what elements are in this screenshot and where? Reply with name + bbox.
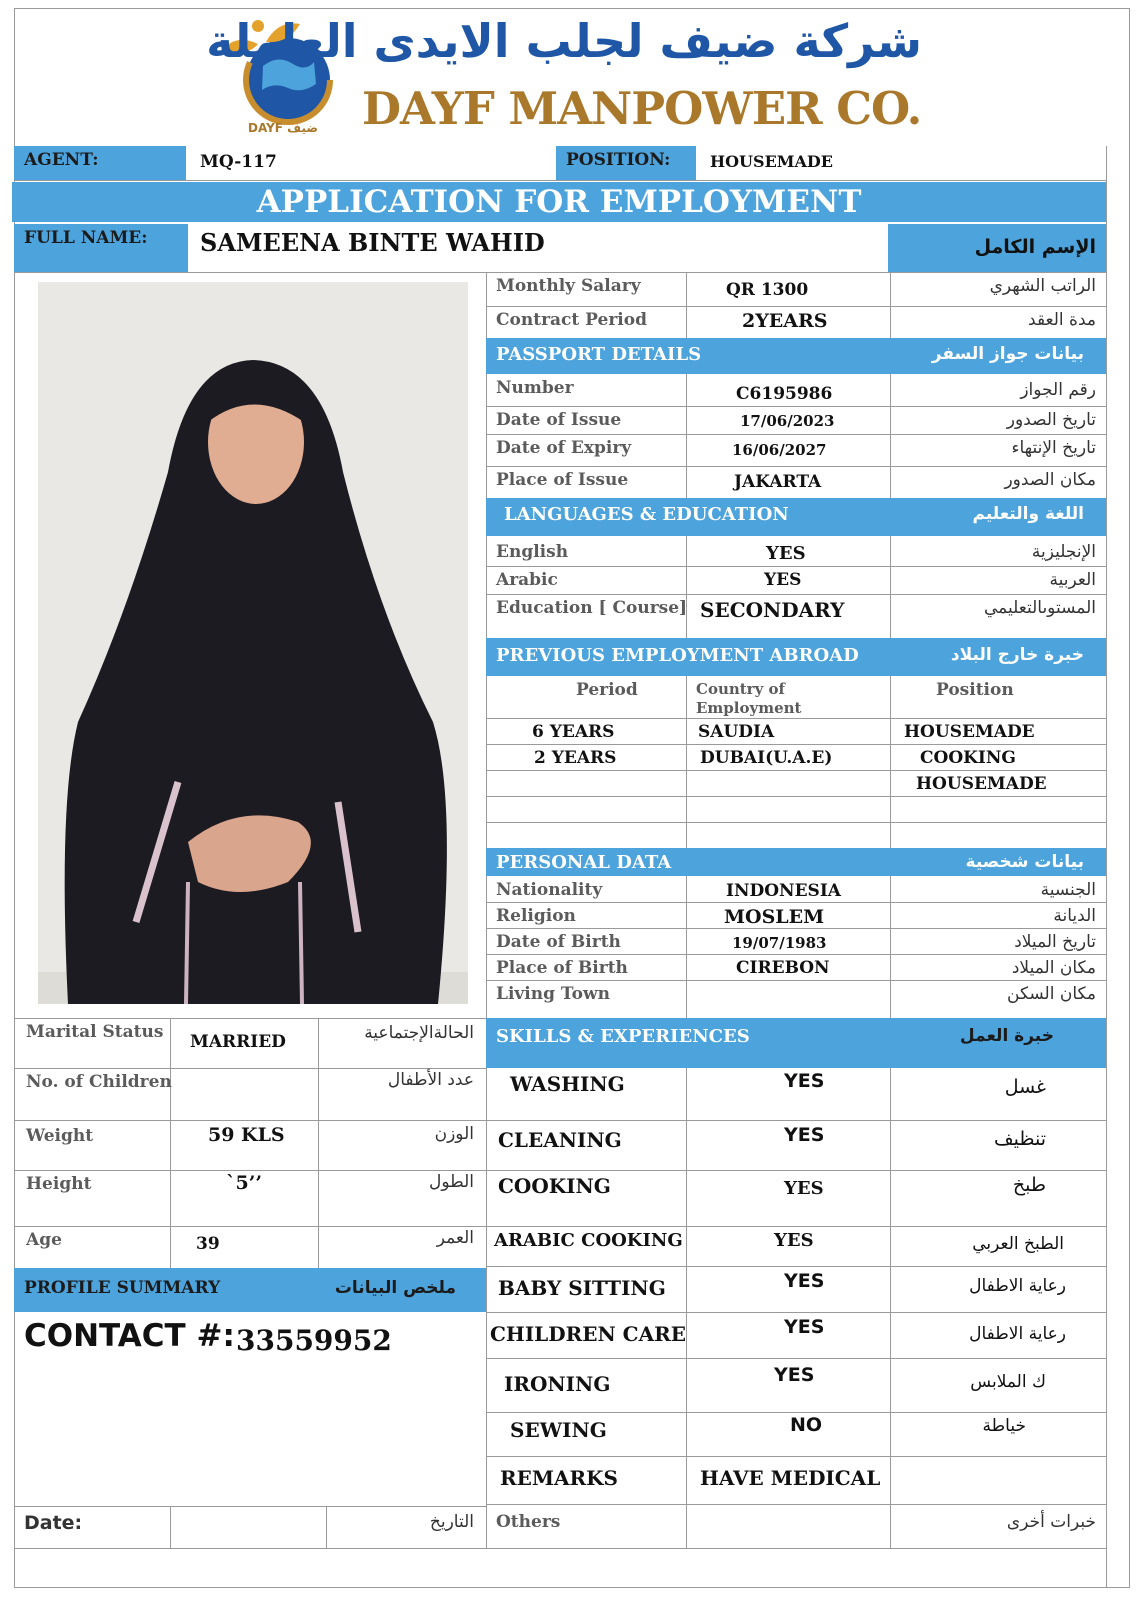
date-label-ar: التاريخ bbox=[429, 1512, 474, 1532]
profile-title-ar: ملخص البيانات bbox=[334, 1278, 456, 1298]
company-name-english: DAYF MANPOWER CO. bbox=[362, 82, 922, 135]
arabic-value: YES bbox=[764, 570, 802, 590]
arabic-label: Arabic bbox=[496, 570, 558, 590]
weight-label-ar: الوزن bbox=[434, 1124, 474, 1144]
marital-value: MARRIED bbox=[190, 1032, 286, 1052]
applicant-photo bbox=[38, 282, 468, 1004]
weight-label: Weight bbox=[26, 1126, 94, 1146]
others-label-ar: خبرات أخرى bbox=[1006, 1512, 1096, 1532]
english-label: English bbox=[496, 542, 569, 562]
contact-value: 33559952 bbox=[236, 1324, 392, 1357]
skill-ironing-value: YES bbox=[774, 1364, 815, 1386]
languages-title: LANGUAGES & EDUCATION bbox=[504, 504, 789, 525]
passport-number-label: Number bbox=[496, 378, 574, 398]
contract-label-ar: مدة العقد bbox=[1028, 310, 1096, 330]
salary-label-ar: الراتب الشهري bbox=[989, 276, 1096, 296]
form-title: APPLICATION FOR EMPLOYMENT bbox=[256, 184, 862, 220]
employment-row-2-position: COOKING bbox=[920, 748, 1016, 768]
skill-ironing-label: IRONING bbox=[504, 1372, 611, 1396]
employment-title-ar: خبرة خارج البلاد bbox=[950, 645, 1084, 665]
remarks-label: REMARKS bbox=[500, 1466, 618, 1490]
profile-title: PROFILE SUMMARY bbox=[24, 1278, 221, 1298]
age-value: 39 bbox=[196, 1234, 220, 1254]
religion-label: Religion bbox=[496, 906, 576, 926]
skills-title-ar: خبرة العمل bbox=[959, 1026, 1054, 1046]
education-value: SECONDARY bbox=[700, 598, 845, 622]
skill-baby-sitting-label: BABY SITTING bbox=[498, 1276, 666, 1300]
skill-baby-sitting-value: YES bbox=[784, 1270, 825, 1292]
nationality-label: Nationality bbox=[496, 880, 603, 900]
company-name-arabic: شركة ضيف لجلب الايدى العاملة bbox=[206, 14, 922, 68]
salary-value: QR 1300 bbox=[726, 280, 809, 300]
agent-value: MQ-117 bbox=[200, 152, 277, 172]
place-of-issue-label: Place of Issue bbox=[496, 470, 629, 490]
svg-text:DAYF ضيف: DAYF ضيف bbox=[248, 121, 318, 135]
nationality-value: INDONESIA bbox=[726, 881, 841, 901]
employment-row-1-period: 6 YEARS bbox=[532, 722, 615, 742]
skill-cleaning-value: YES bbox=[784, 1124, 825, 1146]
skill-arabic-cooking-value: YES bbox=[774, 1230, 814, 1251]
skill-washing-label: WASHING bbox=[510, 1072, 625, 1096]
employment-row-3-position: HOUSEMADE bbox=[916, 774, 1047, 794]
dob-label-ar: تاريخ الميلاد bbox=[1014, 932, 1096, 952]
employment-row-2-period: 2 YEARS bbox=[534, 748, 617, 768]
pob-value: CIREBON bbox=[736, 958, 830, 978]
skill-cleaning-label: CLEANING bbox=[498, 1128, 622, 1152]
place-of-issue-label-ar: مكان الصدور bbox=[1004, 470, 1096, 490]
dob-label: Date of Birth bbox=[496, 932, 621, 952]
education-label: Education [ Course] bbox=[496, 598, 688, 618]
personal-title-ar: بيانات شخصية bbox=[965, 852, 1084, 872]
skill-cleaning-label-ar: تنظيف bbox=[993, 1128, 1046, 1150]
employment-col-country: Country of Employment bbox=[696, 680, 802, 717]
full-name-label-ar: الإسم الكامل bbox=[974, 236, 1096, 258]
issue-date-label: Date of Issue bbox=[496, 410, 622, 430]
skill-washing-label-ar: غسل bbox=[1004, 1076, 1046, 1098]
height-label: Height bbox=[26, 1174, 92, 1194]
passport-title-ar: بيانات جواز السفر bbox=[931, 344, 1084, 364]
employment-col-period: Period bbox=[576, 680, 638, 700]
employment-row-1-country: SAUDIA bbox=[698, 722, 775, 742]
skill-sewing-value: NO bbox=[790, 1414, 823, 1436]
pob-label-ar: مكان الميلاد bbox=[1011, 958, 1096, 978]
skill-sewing-label: SEWING bbox=[510, 1418, 607, 1442]
employment-col-position: Position bbox=[936, 680, 1014, 700]
skill-arabic-cooking-label-ar: الطبخ العربي bbox=[972, 1234, 1064, 1254]
living-town-label: Living Town bbox=[496, 984, 610, 1004]
skill-cooking-value: YES bbox=[784, 1178, 824, 1199]
age-label-ar: العمر bbox=[436, 1228, 474, 1248]
skill-ironing-label-ar: ك الملابس bbox=[970, 1372, 1046, 1392]
employment-title: PREVIOUS EMPLOYMENT ABROAD bbox=[496, 645, 859, 666]
remarks-value: HAVE MEDICAL bbox=[700, 1466, 881, 1490]
agent-label: AGENT: bbox=[24, 150, 99, 170]
issue-date-value: 17/06/2023 bbox=[740, 412, 835, 430]
full-name-label: FULL NAME: bbox=[24, 228, 148, 248]
position-value: HOUSEMADE bbox=[710, 152, 833, 171]
english-value: YES bbox=[766, 543, 806, 564]
skill-sewing-label-ar: خياطة bbox=[982, 1416, 1026, 1436]
passport-number-value: C6195986 bbox=[736, 384, 833, 404]
education-label-ar: المستوىالتعليمي bbox=[984, 598, 1096, 618]
employment-row-2-country: DUBAI(U.A.E) bbox=[700, 748, 833, 768]
height-value: `5’’ bbox=[226, 1172, 262, 1194]
skill-children-care-value: YES bbox=[784, 1316, 825, 1338]
skill-washing-value: YES bbox=[784, 1070, 825, 1092]
skill-cooking-label: COOKING bbox=[498, 1174, 611, 1198]
children-label-ar: عدد الأطفال bbox=[387, 1070, 474, 1090]
contract-label: Contract Period bbox=[496, 310, 647, 330]
age-label: Age bbox=[26, 1230, 62, 1250]
date-label: Date: bbox=[24, 1512, 83, 1534]
weight-value: 59 KLS bbox=[208, 1124, 285, 1146]
skills-title: SKILLS & EXPERIENCES bbox=[496, 1026, 750, 1047]
position-label: POSITION: bbox=[566, 150, 671, 170]
contract-value: 2YEARS bbox=[742, 310, 828, 332]
personal-title: PERSONAL DATA bbox=[496, 852, 672, 873]
marital-label-ar: الحالةالإجتماعية bbox=[364, 1023, 474, 1043]
height-label-ar: الطول bbox=[429, 1172, 474, 1192]
employment-row-1-position: HOUSEMADE bbox=[904, 722, 1035, 742]
skill-baby-sitting-label-ar: رعاية الاطفال bbox=[969, 1276, 1066, 1296]
expiry-date-label: Date of Expiry bbox=[496, 438, 632, 458]
skill-arabic-cooking-label: ARABIC COOKING bbox=[494, 1230, 683, 1251]
languages-title-ar: اللغة والتعليم bbox=[972, 504, 1084, 524]
place-of-issue-value: JAKARTA bbox=[734, 472, 822, 492]
dob-value: 19/07/1983 bbox=[732, 934, 827, 952]
children-label: No. of Children bbox=[26, 1072, 172, 1092]
religion-value: MOSLEM bbox=[724, 906, 825, 928]
nationality-label-ar: الجنسية bbox=[1040, 880, 1096, 900]
english-label-ar: الإنجليزية bbox=[1031, 542, 1096, 562]
full-name-value: SAMEENA BINTE WAHID bbox=[200, 228, 545, 257]
passport-title: PASSPORT DETAILS bbox=[496, 344, 702, 365]
passport-number-label-ar: رقم الجواز bbox=[1020, 380, 1096, 400]
skill-cooking-label-ar: طبخ bbox=[1012, 1174, 1046, 1196]
religion-label-ar: الديانة bbox=[1053, 906, 1096, 926]
marital-label: Marital Status bbox=[26, 1022, 164, 1042]
others-label: Others bbox=[496, 1512, 561, 1532]
issue-date-label-ar: تاريخ الصدور bbox=[1006, 410, 1096, 430]
expiry-date-label-ar: تاريخ الإنتهاء bbox=[1011, 438, 1096, 458]
skill-children-care-label-ar: رعاية الاطفال bbox=[969, 1324, 1066, 1344]
skill-children-care-label: CHILDREN CARE bbox=[490, 1322, 686, 1346]
expiry-date-value: 16/06/2027 bbox=[732, 441, 827, 459]
contact-label: CONTACT #: bbox=[24, 1318, 235, 1354]
pob-label: Place of Birth bbox=[496, 958, 628, 978]
salary-label: Monthly Salary bbox=[496, 276, 641, 296]
arabic-label-ar: العربية bbox=[1049, 570, 1096, 590]
living-town-label-ar: مكان السكن bbox=[1007, 984, 1096, 1004]
